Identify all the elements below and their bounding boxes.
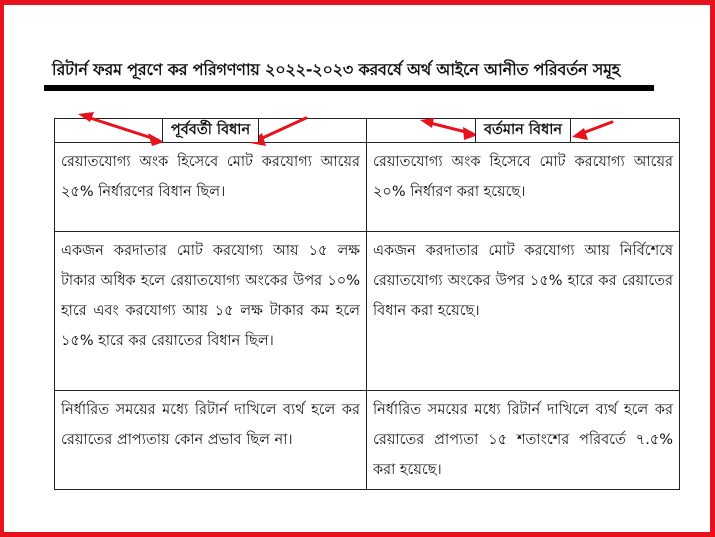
cell-previous: একজন করদাতার মোট করযোগ্য আয় ১৫ লক্ষ টাকার অধিক হলে রেয়াতযোগ্য অংকের উপর ১০% হারে এবং করযোগ্য আয় ১৫ লক্ষ টাকার কম হলে ১৫% হারে কর রেয়াতের বিধান ছিল। (55, 232, 367, 391)
cell-previous: রেয়াতযোগ্য অংক হিসেবে মোট করযোগ্য আয়ের ২৫% নির্ধারণের বিধান ছিল। (55, 143, 367, 232)
header-current-label: বর্তমান বিধান (475, 119, 571, 142)
cell-current: একজন করদাতার মোট করযোগ্য আয় নির্বিশেষে রেয়াতযোগ্য অংকের উপর ১৫% হারে কর রেয়াতের বিধান করা হয়েছে। (367, 232, 680, 391)
table-row (55, 143, 680, 232)
table-row (55, 391, 680, 490)
header-previous-label: পূর্ববর্তী বিধান (162, 119, 259, 142)
cell-previous: নির্ধারিত সময়ের মধ্যে রিটার্ন দাখিলে ব্যর্থ হলে কর রেয়াতের প্রাপ্যতায় কোন প্রভাব ছিল না। (55, 391, 367, 490)
cell-current: নির্ধারিত সময়ের মধ্যে রিটার্ন দাখিলে ব্যর্থ হলে কর রেয়াতের প্রাপ্যতা ১৫ শতাংশের পরিবর্তে ৭.৫% করা হয়েছে। (367, 391, 680, 490)
cell-current: রেয়াতযোগ্য অংক হিসেবে মোট করযোগ্য আয়ের ২০% নির্ধারণ করা হয়েছে। (367, 143, 680, 232)
table-row (55, 232, 680, 391)
header-cell-current (367, 119, 680, 143)
page-title: রিটার্ন ফরম পূরণে কর পরিগণণায় ২০২২-২০২৩ করবর্ষে অর্থ আইনে আনীত পরিবর্তন সমূহ (52, 60, 620, 79)
table-header-row (55, 119, 680, 143)
header-cell-previous (55, 119, 367, 143)
comparison-table (54, 118, 680, 490)
title-underline (44, 85, 654, 91)
